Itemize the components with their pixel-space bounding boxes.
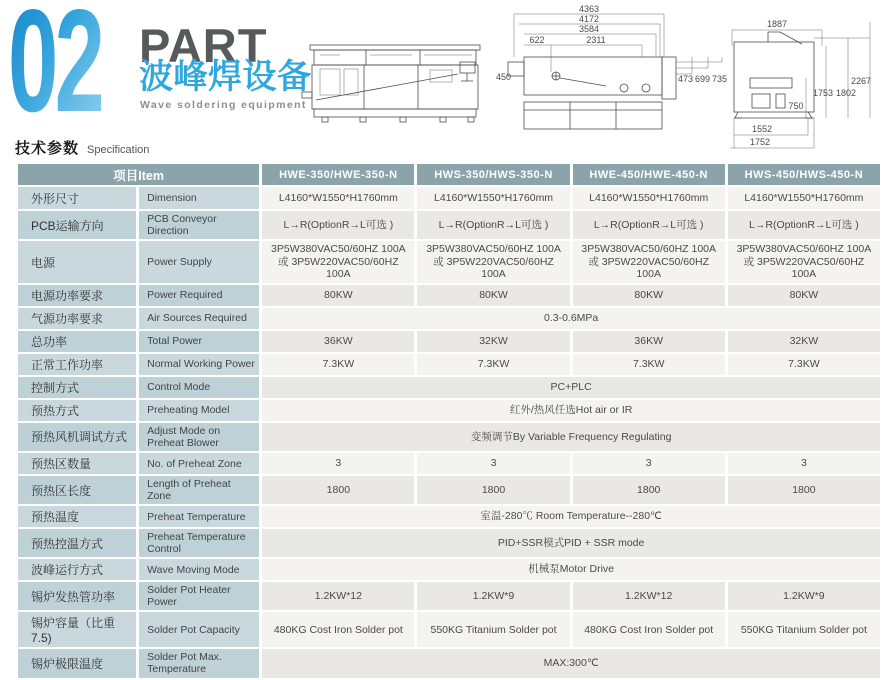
spec-value-cell-span: 室温-280℃ Room Temperature--280℃ <box>262 506 880 527</box>
spec-value-cell: 7.3KW <box>728 354 880 375</box>
part-number: 02 <box>8 0 101 134</box>
dimension-label: 4363 <box>578 4 600 14</box>
row-label-cn: 预热方式 <box>18 400 136 421</box>
table-row-solder-pot-capacity <box>18 612 880 647</box>
row-label-en: Preheat Temperature Control <box>139 529 259 557</box>
dimension-label: 699 <box>695 74 711 84</box>
table-row-no-of-preheat-zone <box>18 453 880 474</box>
spec-value-cell: 1.2KW*9 <box>728 582 880 610</box>
row-label-en: Normal Working Power <box>139 354 259 375</box>
row-label-en: Preheating Model <box>139 400 259 421</box>
machine-side-view-drawing <box>300 36 490 136</box>
dimension-label: 1753 <box>812 88 834 98</box>
spec-value-cell: 7.3KW <box>262 354 414 375</box>
dimension-label: 473 <box>678 74 694 84</box>
spec-value-cell: 480KG Cost Iron Solder pot <box>262 612 414 647</box>
spec-value-cell: 3P5W380VAC50/60HZ 100A或 3P5W220VAC50/60HZ 100A <box>728 241 880 283</box>
spec-value-cell: 1.2KW*12 <box>573 582 725 610</box>
table-row-wave-moving-mode <box>18 559 880 580</box>
spec-value-cell: 36KW <box>262 331 414 352</box>
spec-value-cell: 1.2KW*9 <box>417 582 569 610</box>
dimension-label: 735 <box>712 74 727 84</box>
column-header-item: 项目Item <box>18 164 259 185</box>
spec-value-cell: 3 <box>262 453 414 474</box>
table-header-row <box>18 164 880 185</box>
row-label-cn: 控制方式 <box>18 377 136 398</box>
spec-value-cell: 3 <box>573 453 725 474</box>
row-label-cn: 预热温度 <box>18 506 136 527</box>
table-row-solder-pot-heater-power <box>18 582 880 610</box>
row-label-en: Solder Pot Capacity <box>139 612 259 647</box>
spec-value-cell: 32KW <box>728 331 880 352</box>
row-label-cn: 电源 <box>18 241 136 283</box>
spec-value-cell: 480KG Cost Iron Solder pot <box>573 612 725 647</box>
spec-value-cell-span: 机械泵Motor Drive <box>262 559 880 580</box>
spec-value-cell: L4160*W1550*H1760mm <box>728 187 880 209</box>
spec-value-cell: L→R(OptionR→L可选 ) <box>573 211 725 239</box>
row-label-cn: 锡炉发热管功率 <box>18 582 136 610</box>
row-label-en: Solder Pot Max. Temperature <box>139 649 259 677</box>
specification-table <box>15 162 883 680</box>
machine-end-view-drawing <box>722 8 882 153</box>
table-row-normal-working-power <box>18 354 880 375</box>
spec-value-cell-span: PC+PLC <box>262 377 880 398</box>
row-label-cn: 正常工作功率 <box>18 354 136 375</box>
spec-value-cell: 80KW <box>262 285 414 306</box>
dimension-label: 1887 <box>766 19 788 29</box>
table-row-adjust-mode-preheat-blower <box>18 423 880 451</box>
row-label-cn: 波峰运行方式 <box>18 559 136 580</box>
dimension-label: 3584 <box>578 24 600 34</box>
row-label-en: Power Supply <box>139 241 259 283</box>
spec-value-cell: 3P5W380VAC50/60HZ 100A或 3P5W220VAC50/60HZ 100A <box>417 241 569 283</box>
spec-value-cell-span: 红外/热风任选Hot air or IR <box>262 400 880 421</box>
row-label-cn: 预热区数量 <box>18 453 136 474</box>
column-header-model-4: HWS-450/HWS-450-N <box>728 164 880 185</box>
table-row-pcb-conveyor-direction <box>18 211 880 239</box>
row-label-en: Adjust Mode on Preheat Blower <box>139 423 259 451</box>
table-row-length-of-preheat-zone <box>18 476 880 504</box>
table-row-air-sources-required <box>18 308 880 329</box>
spec-value-cell: 1800 <box>728 476 880 504</box>
spec-value-cell-span: 0.3-0.6MPa <box>262 308 880 329</box>
spec-value-cell: L→R(OptionR→L可选 ) <box>262 211 414 239</box>
row-label-en: PCB Conveyor Direction <box>139 211 259 239</box>
spec-value-cell: L4160*W1550*H1760mm <box>417 187 569 209</box>
table-row-power-required <box>18 285 880 306</box>
spec-value-cell: 80KW <box>728 285 880 306</box>
row-label-cn: 电源功率要求 <box>18 285 136 306</box>
spec-value-cell: 1800 <box>417 476 569 504</box>
spec-value-cell: 3P5W380VAC50/60HZ 100A或 3P5W220VAC50/60HZ 100A <box>262 241 414 283</box>
spec-value-cell: 7.3KW <box>417 354 569 375</box>
spec-value-cell: L→R(OptionR→L可选 ) <box>417 211 569 239</box>
table-row-dimension <box>18 187 880 209</box>
spec-value-cell: L4160*W1550*H1760mm <box>573 187 725 209</box>
spec-value-cell: L4160*W1550*H1760mm <box>262 187 414 209</box>
dimension-label: 622 <box>529 35 545 45</box>
section-title-cn: 技术参数 <box>15 140 80 157</box>
column-header-model-1: HWE-350/HWE-350-N <box>262 164 414 185</box>
table-row-preheat-temperature <box>18 506 880 527</box>
row-label-en: Wave Moving Mode <box>139 559 259 580</box>
spec-value-cell: 80KW <box>573 285 725 306</box>
table-row-preheating-model <box>18 400 880 421</box>
row-label-cn: 气源功率要求 <box>18 308 136 329</box>
spec-value-cell: L→R(OptionR→L可选 ) <box>728 211 880 239</box>
dimension-label: 1802 <box>835 88 857 98</box>
dimension-label: 450 <box>496 72 512 82</box>
row-label-en: Air Sources Required <box>139 308 259 329</box>
row-label-en: Solder Pot Heater Power <box>139 582 259 610</box>
spec-value-cell: 80KW <box>417 285 569 306</box>
row-label-en: Dimension <box>139 187 259 209</box>
machine-top-view-drawing <box>494 2 727 142</box>
row-label-cn: PCB运输方向 <box>18 211 136 239</box>
row-label-cn: 锡炉极限温度 <box>18 649 136 677</box>
table-row-preheat-temperature-control <box>18 529 880 557</box>
spec-value-cell: 3 <box>728 453 880 474</box>
row-label-en: No. of Preheat Zone <box>139 453 259 474</box>
section-title <box>15 137 149 158</box>
row-label-cn: 外形尺寸 <box>18 187 136 209</box>
row-label-en: Length of Preheat Zone <box>139 476 259 504</box>
spec-value-cell: 3 <box>417 453 569 474</box>
table-row-solder-pot-max-temperature <box>18 649 880 677</box>
dimension-label: 4172 <box>578 14 600 24</box>
row-label-en: Power Required <box>139 285 259 306</box>
row-label-cn: 预热风机调试方式 <box>18 423 136 451</box>
table-row-total-power <box>18 331 880 352</box>
section-title-en: Specification <box>87 144 150 156</box>
spec-value-cell: 550KG Titanium Solder pot <box>728 612 880 647</box>
spec-value-cell: 1800 <box>573 476 725 504</box>
spec-value-cell: 7.3KW <box>573 354 725 375</box>
dimension-label: 1552 <box>751 124 773 134</box>
part-label: PART <box>139 19 268 72</box>
page-title-cn: 波峰焊设备 <box>139 58 312 96</box>
column-header-model-3: HWE-450/HWE-450-N <box>573 164 725 185</box>
row-label-en: Total Power <box>139 331 259 352</box>
row-label-en: Preheat Temperature <box>139 506 259 527</box>
row-label-cn: 锡炉容量（比重7.5) <box>18 612 136 647</box>
table-row-power-supply <box>18 241 880 283</box>
spec-value-cell-span: 变频调节By Variable Frequency Regulating <box>262 423 880 451</box>
spec-value-cell: 1800 <box>262 476 414 504</box>
spec-value-cell: 1.2KW*12 <box>262 582 414 610</box>
row-label-cn: 预热区长度 <box>18 476 136 504</box>
spec-value-cell: 36KW <box>573 331 725 352</box>
dimension-label: 1752 <box>749 137 771 147</box>
row-label-cn: 预热控温方式 <box>18 529 136 557</box>
spec-value-cell: 32KW <box>417 331 569 352</box>
dimension-label: 2311 <box>586 35 606 45</box>
spec-value-cell-span: MAX:300℃ <box>262 649 880 677</box>
row-label-en: Control Mode <box>139 377 259 398</box>
spec-value-cell: 3P5W380VAC50/60HZ 100A或 3P5W220VAC50/60HZ 100A <box>573 241 725 283</box>
dimension-label: 2267 <box>850 76 872 86</box>
spec-value-cell: 550KG Titanium Solder pot <box>417 612 569 647</box>
page-title-en: Wave soldering equipment <box>140 99 307 111</box>
spec-value-cell-span: PID+SSR模式PID + SSR mode <box>262 529 880 557</box>
table-row-control-mode <box>18 377 880 398</box>
dimension-label: 750 <box>788 101 804 111</box>
row-label-cn: 总功率 <box>18 331 136 352</box>
column-header-model-2: HWS-350/HWS-350-N <box>417 164 569 185</box>
